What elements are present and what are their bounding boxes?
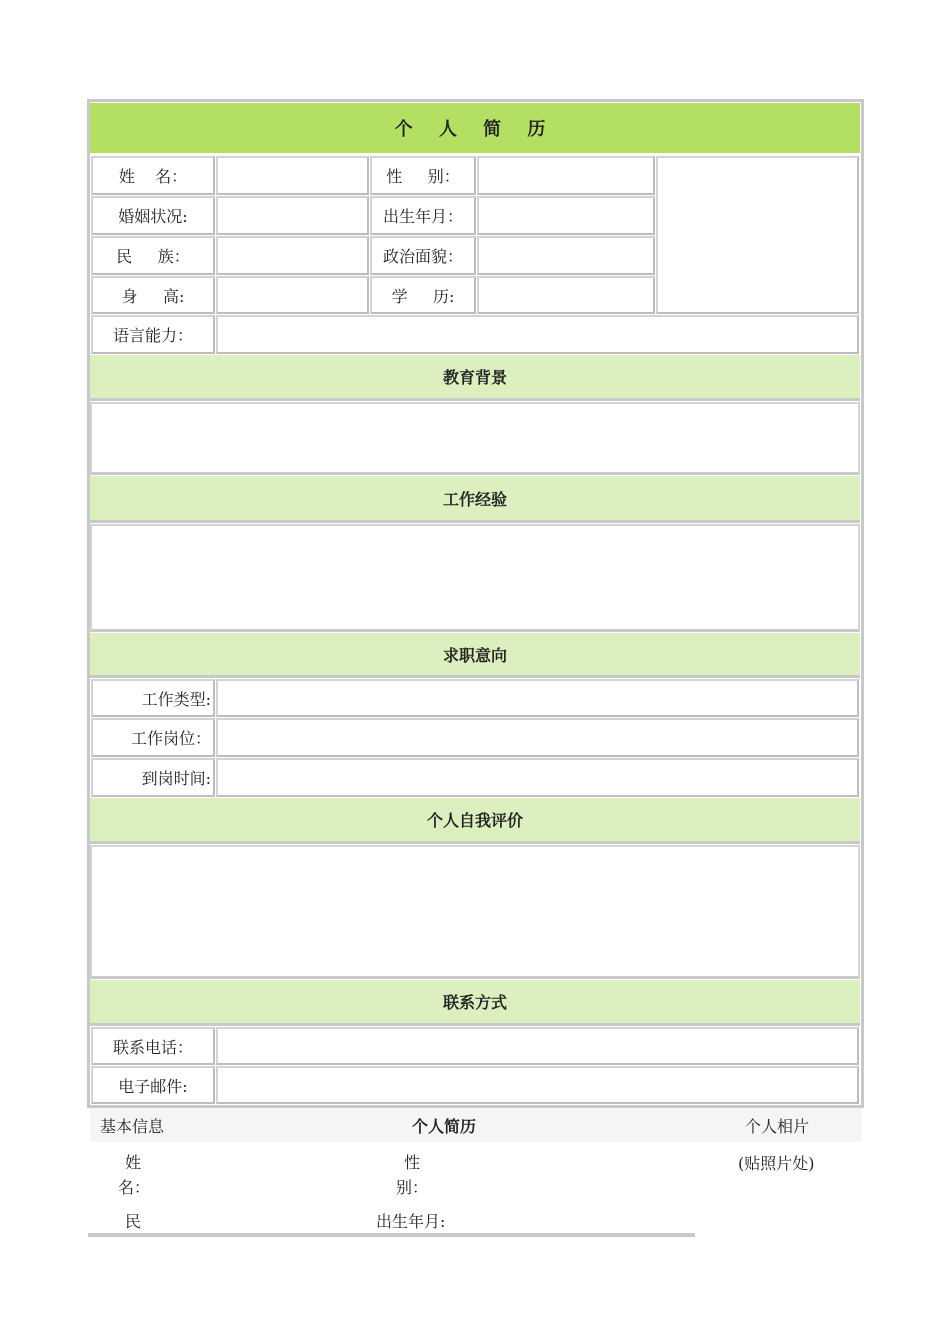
self-eval-field[interactable]	[90, 845, 860, 979]
section-work: 工作经验	[90, 476, 860, 523]
birth-label: 出生年月：	[370, 196, 476, 235]
birth-field[interactable]	[477, 196, 655, 235]
resume-title: 个 人 简 历	[394, 119, 556, 140]
bottom-title: 个人简历	[412, 1117, 477, 1136]
bottom-name-label-2: 名：	[118, 1178, 151, 1197]
education-level-label: 学 历:	[370, 276, 476, 314]
bottom-ethnicity-label: 民	[125, 1212, 142, 1231]
ethnicity-label: 民 族：	[91, 236, 215, 275]
start-time-field[interactable]	[216, 758, 859, 797]
section-education: 教育背景	[90, 355, 860, 401]
basic-info-label: 基本信息	[100, 1117, 165, 1136]
height-label: 身 高:	[91, 276, 215, 314]
gender-field[interactable]	[477, 156, 655, 195]
bottom-divider	[88, 1233, 695, 1237]
gender-label: 性 别：	[370, 156, 476, 195]
email-field[interactable]	[216, 1066, 859, 1104]
language-field[interactable]	[216, 315, 859, 354]
education-field[interactable]	[90, 402, 860, 475]
photo-hint: (贴照片处)	[738, 1154, 815, 1173]
photo-cell[interactable]	[656, 156, 859, 314]
education-level-field[interactable]	[477, 276, 655, 314]
name-field[interactable]	[216, 156, 369, 195]
phone-label: 联系电话：	[91, 1027, 215, 1065]
marital-field[interactable]	[216, 196, 369, 235]
work-field[interactable]	[90, 524, 860, 632]
political-label: 政治面貌：	[370, 236, 476, 275]
start-time-label: 到岗时间:	[91, 758, 215, 797]
marital-label: 婚姻状况:	[91, 196, 215, 235]
bottom-birth-label: 出生年月:	[376, 1212, 446, 1231]
job-type-field[interactable]	[216, 679, 859, 717]
section-contact: 联系方式	[90, 980, 860, 1026]
political-field[interactable]	[477, 236, 655, 275]
phone-field[interactable]	[216, 1027, 859, 1065]
bottom-name-label-1: 姓	[125, 1153, 142, 1172]
bottom-gender-label-1: 性	[404, 1153, 421, 1172]
job-type-label: 工作类型:	[91, 679, 215, 717]
language-label: 语言能力：	[91, 315, 215, 354]
ethnicity-field[interactable]	[216, 236, 369, 275]
photo-label: 个人相片	[745, 1117, 810, 1136]
section-self-eval: 个人自我评价	[90, 798, 860, 844]
job-position-label: 工作岗位：	[91, 718, 215, 757]
name-label: 姓 名：	[91, 156, 215, 195]
job-position-field[interactable]	[216, 718, 859, 757]
email-label: 电子邮件:	[91, 1066, 215, 1104]
bottom-gender-label-2: 别：	[396, 1178, 429, 1197]
height-field[interactable]	[216, 276, 369, 314]
section-intent: 求职意向	[90, 633, 860, 678]
